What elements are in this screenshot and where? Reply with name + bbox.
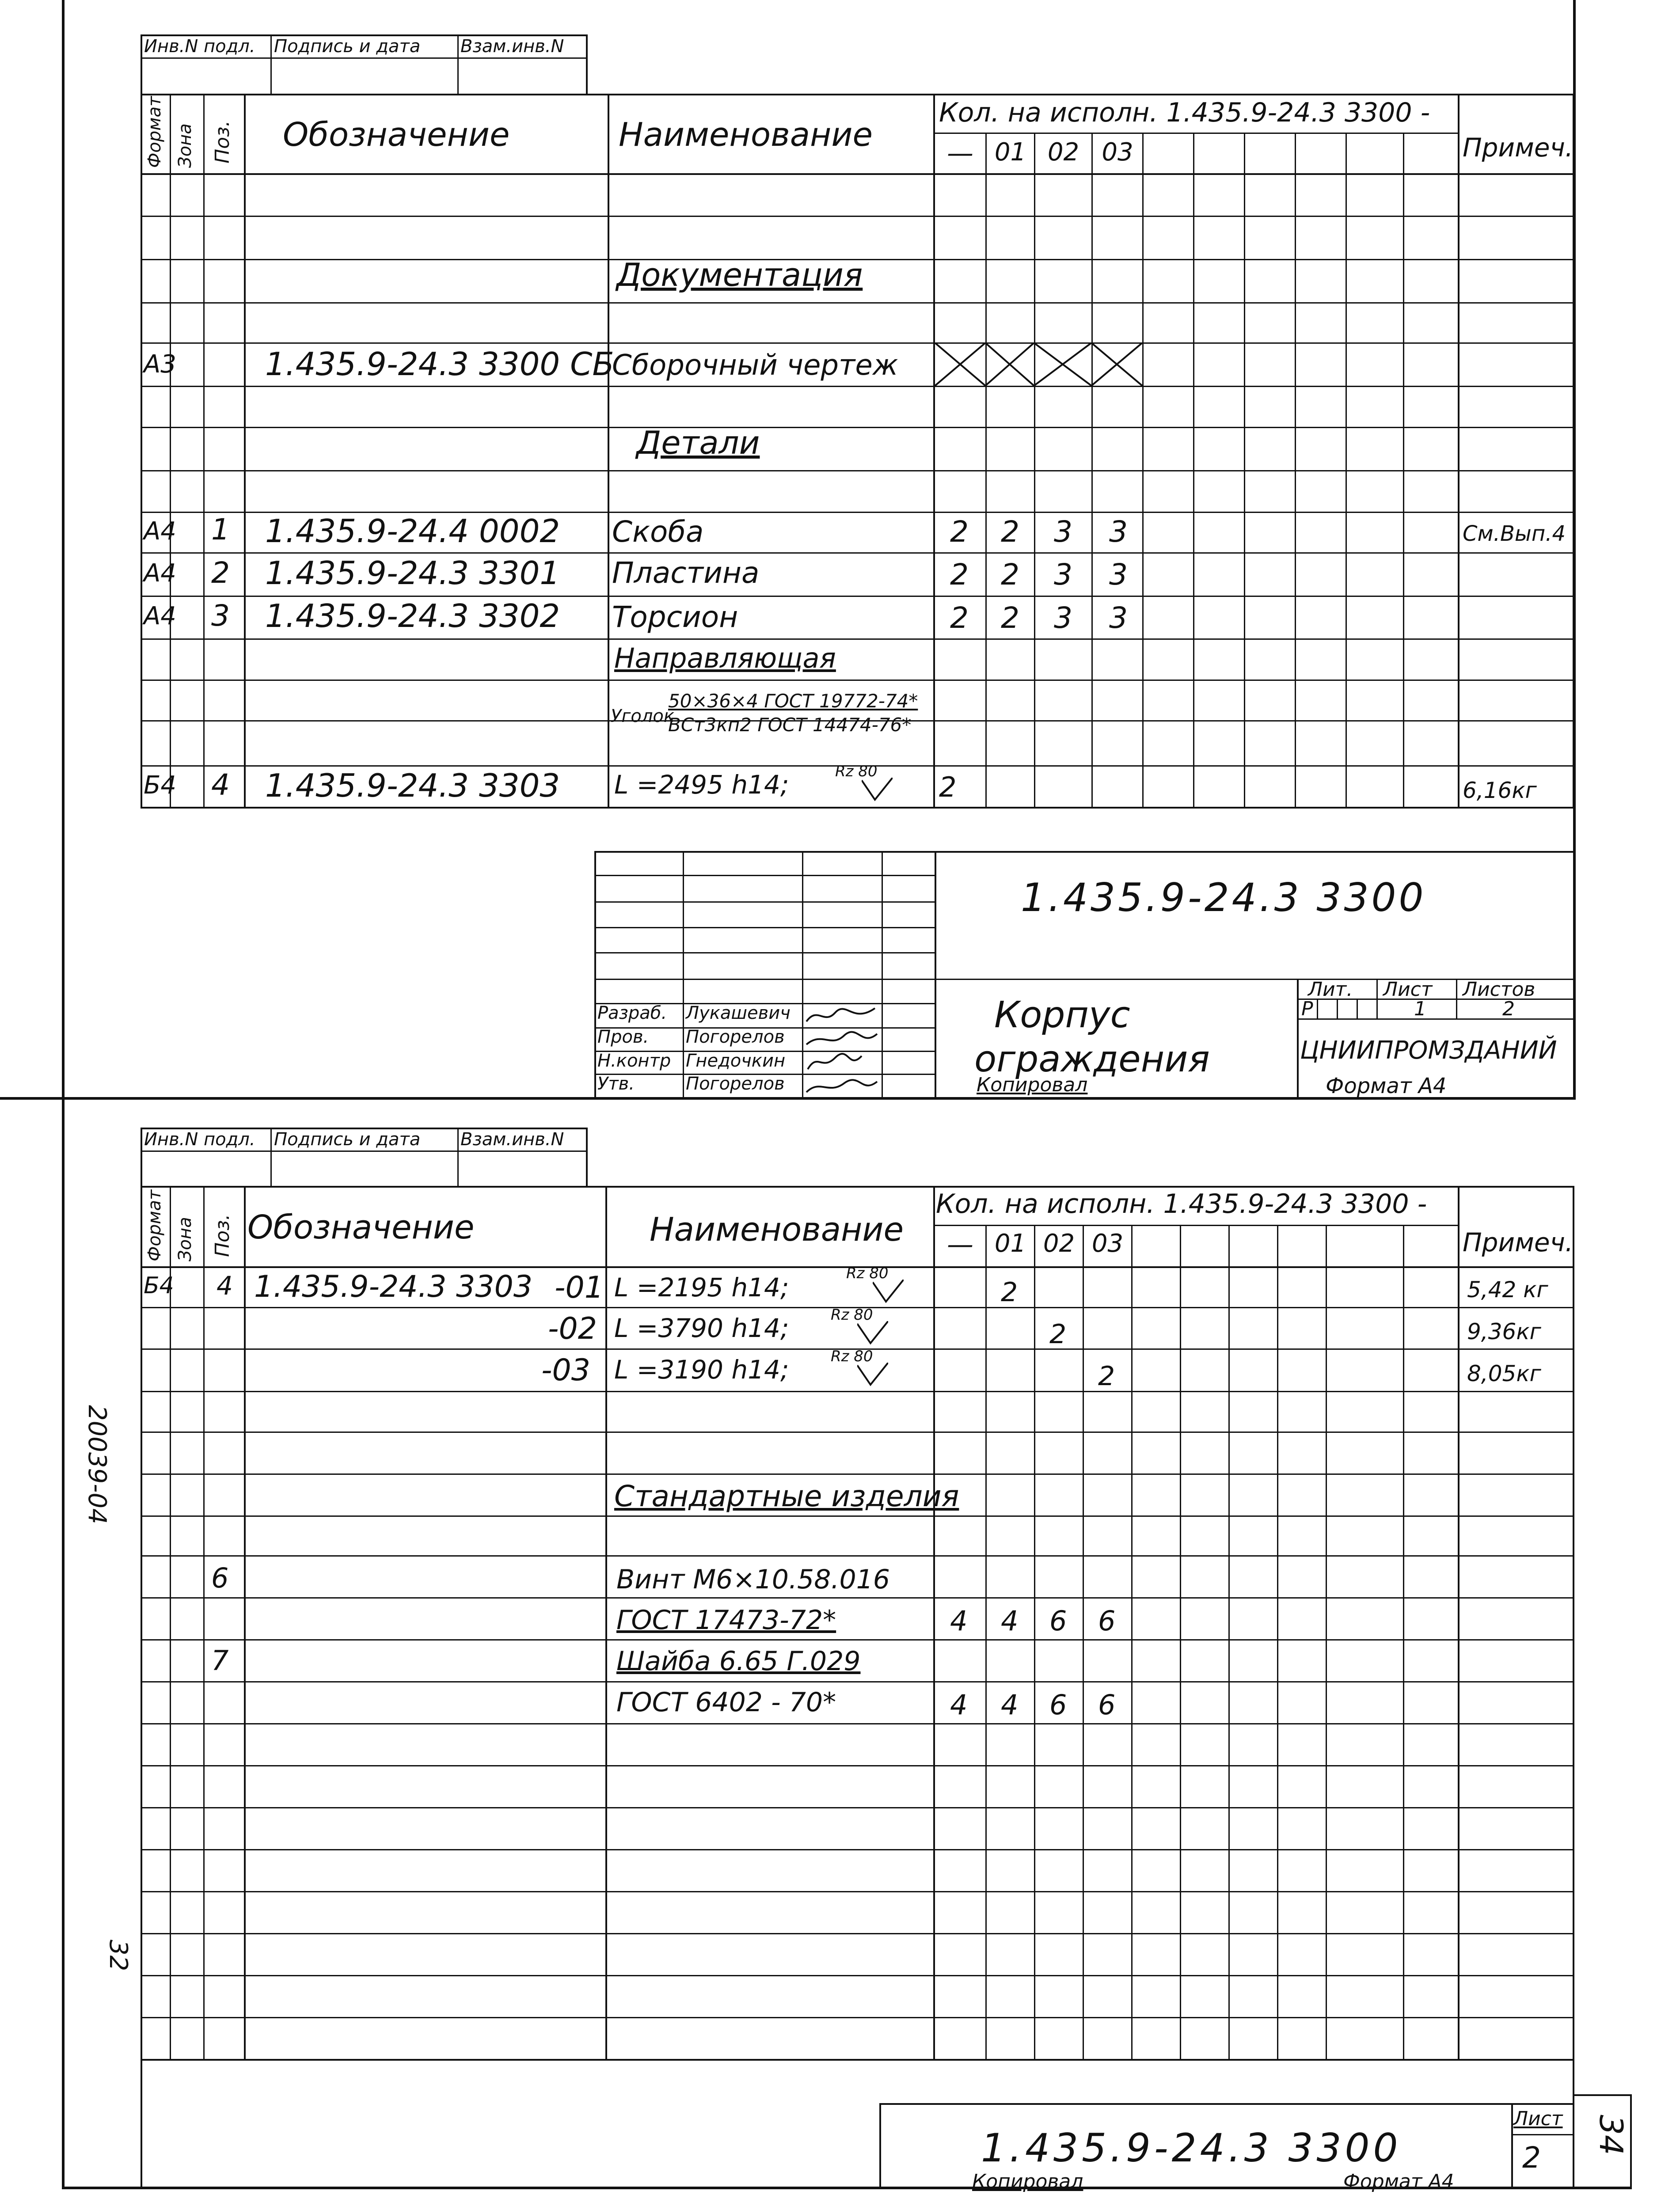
bottom-sheet-value: 2 [1522,2141,1541,2175]
b-qty-col-02: 02 [1043,1229,1075,1258]
b-col-note-label: Примеч. [1463,1227,1574,1257]
var1-note: 5,42 кг [1467,1277,1548,1303]
bottom-copied-label: Копировал [972,2170,1083,2193]
var1-q1: 2 [1001,1277,1018,1308]
var3-length: L =3190 h14; [614,1355,789,1385]
name-checker: Погорелов [686,1027,785,1047]
var3-suffix: -03 [541,1353,591,1388]
washer-q1: 4 [1001,1689,1019,1721]
var1-designation: 1.435.9-24.3 3303 [254,1269,533,1304]
name-norm-control: Гнедочкин [686,1051,786,1071]
var2-roughness: Rz 80 [831,1306,873,1324]
role-approver: Утв. [597,1074,635,1094]
assembly-name: Сборочный чертеж [612,349,898,382]
row1-format: А4 [144,517,176,546]
guide-name: Направляющая [614,642,836,674]
stamp-replace-label: Взам.инв.N [460,36,564,57]
row3-q3: 3 [1109,601,1128,635]
var2-suffix: -02 [548,1311,597,1346]
top-doc-number: 1.435.9-24.3 3300 [1021,875,1426,920]
bottom-stamp-inv-label: Инв.N подл. [144,1129,255,1150]
washer-name: Шайба 6.65 Г.029 [616,1646,861,1677]
var3-q3: 2 [1098,1361,1115,1392]
assembly-designation: 1.435.9-24.3 3300 СБ [265,346,614,383]
qty-col-02: 02 [1047,138,1079,167]
var1-length: L =2195 h14; [614,1272,789,1303]
b-col-pos-label: Поз. [211,1214,234,1257]
washer-pos: 7 [211,1644,229,1677]
guide-q0: 2 [939,771,957,803]
title-line-1: Корпус [994,994,1130,1036]
role-developer: Разраб. [597,1003,667,1023]
bottom-doc-number: 1.435.9-24.3 3300 [981,2125,1402,2171]
row3-q2: 3 [1054,601,1072,635]
row3-designation: 1.435.9-24.3 3302 [265,597,560,634]
b-qty-col-03: 03 [1091,1229,1124,1258]
page-left-border [62,0,65,2189]
var3-roughness-symbol [857,1363,888,1386]
sheets-value: 2 [1502,998,1515,1020]
roughness-symbol [862,778,893,801]
row2-name: Пластина [612,556,760,590]
screw-standard: ГОСТ 17473-72* [616,1605,836,1636]
stamp-inv-label: Инв.N подл. [144,36,255,57]
bottom-stamp-signature-label: Подпись и дата [274,1129,421,1150]
angle-spec-2: ВСт3кп2 ГОСТ 14474-76* [668,714,912,736]
row2-q3: 3 [1109,558,1128,592]
var2-length: L =3790 h14; [614,1313,789,1343]
row3-q0: 2 [950,601,969,635]
col-format-label: Формат [144,96,165,168]
row1-pos: 1 [211,513,230,547]
title-line-2: ограждения [974,1038,1210,1080]
var2-roughness-symbol [857,1321,888,1345]
section-documentation: Документация [616,256,863,293]
row1-q0: 2 [950,515,969,549]
washer-standard: ГОСТ 6402 - 70* [616,1687,836,1718]
sheet-label: Лист [1383,978,1433,1001]
row3-q1: 2 [1001,601,1019,635]
sheets-label: Листов [1463,978,1536,1001]
row3-format: А4 [144,602,176,630]
b-col-format-label: Формат [144,1189,165,1261]
guide-length: L =2495 h14; [614,770,789,800]
screw-q3: 6 [1098,1605,1116,1637]
var2-q2: 2 [1049,1319,1067,1350]
col-note-label: Примеч. [1463,133,1574,163]
top-copied-label: Копировал [977,1074,1088,1096]
var1-format: Б4 [144,1272,174,1299]
screw-pos: 6 [211,1562,229,1594]
screw-q2: 6 [1049,1605,1067,1637]
sheet-value: 1 [1414,998,1426,1020]
section-details: Детали [636,424,760,461]
assembly-qty-crosses [935,343,1142,386]
role-checker: Пров. [597,1027,649,1047]
name-developer: Лукашевич [686,1003,791,1023]
row2-q1: 2 [1001,558,1019,592]
col-pos-label: Поз. [211,120,234,163]
row1-q1: 2 [1001,515,1019,549]
row2-format: А4 [144,559,176,588]
row3-pos: 3 [211,599,230,633]
assembly-format: А3 [144,350,176,379]
b-qty-col-01: 01 [994,1229,1026,1258]
stamp-signature-label: Подпись и дата [274,36,421,57]
row3-name: Торсион [612,600,738,634]
b-col-zone-label: Зона [175,1217,195,1261]
row1-q3: 3 [1109,515,1128,549]
role-norm-control: Н.контр [597,1051,671,1071]
guide-designation: 1.435.9-24.3 3303 [265,767,560,804]
washer-q0: 4 [950,1689,968,1721]
var3-roughness: Rz 80 [831,1348,873,1365]
top-format-label: Формат А4 [1326,1074,1447,1098]
col-zone-label: Зона [175,123,195,168]
col-name-label: Наименование [619,116,873,154]
archive-number: 20039-04 [83,1405,111,1524]
row1-note: См.Вып.4 [1463,521,1566,546]
row1-designation: 1.435.9-24.4 0002 [265,513,560,550]
col-designation-label: Обозначение [283,116,510,154]
guide-note: 6,16кг [1463,778,1537,803]
page-number: 32 [104,1940,133,1971]
var1-roughness-symbol [873,1280,904,1303]
screw-q0: 4 [950,1605,968,1637]
washer-q2: 6 [1049,1689,1067,1721]
screw-q1: 4 [1001,1605,1019,1637]
bottom-sheet-label: Лист [1513,2108,1563,2130]
organization: ЦНИИПРОМЗДАНИЙ [1300,1036,1557,1065]
guide-roughness: Rz 80 [835,763,878,780]
washer-q3: 6 [1098,1689,1116,1721]
signatures [804,1004,879,1098]
name-approver: Погорелов [686,1074,785,1094]
guide-pos: 4 [211,768,230,802]
b-col-name-label: Наименование [650,1211,904,1249]
qty-col-base: — [947,138,973,169]
angle-prefix: Уголок [611,706,675,726]
section-standard-parts: Стандартные изделия [614,1479,959,1513]
side-number: 34 [1592,2115,1630,2155]
row2-designation: 1.435.9-24.3 3301 [265,554,560,592]
angle-spec-1: 50×36×4 ГОСТ 19772-74* [668,690,918,712]
var1-roughness: Rz 80 [846,1265,889,1282]
qty-header: Кол. на исполн. 1.435.9-24.3 3300 - [939,97,1430,128]
guide-format: Б4 [144,771,177,800]
var1-suffix: -01 [555,1270,604,1305]
bottom-format-label: Формат А4 [1343,2170,1454,2193]
lit-label: Лит. [1308,978,1353,1001]
b-qty-header: Кол. на исполн. 1.435.9-24.3 3300 - [936,1189,1427,1219]
lit-value: Р [1301,998,1313,1020]
var2-note: 9,36кг [1467,1319,1541,1344]
var3-note: 8,05кг [1467,1361,1541,1386]
row1-q2: 3 [1054,515,1072,549]
qty-col-03: 03 [1102,138,1133,167]
var1-pos: 4 [217,1271,233,1301]
screw-name: Винт М6×10.58.016 [616,1564,890,1595]
qty-col-01: 01 [994,138,1026,167]
row2-q0: 2 [950,558,969,592]
bottom-stamp-replace-label: Взам.инв.N [460,1129,564,1150]
b-col-designation-label: Обозначение [247,1208,475,1246]
row2-pos: 2 [211,556,230,590]
row2-q2: 3 [1054,558,1072,592]
b-qty-col-base: — [947,1229,973,1260]
row1-name: Скоба [612,515,704,549]
